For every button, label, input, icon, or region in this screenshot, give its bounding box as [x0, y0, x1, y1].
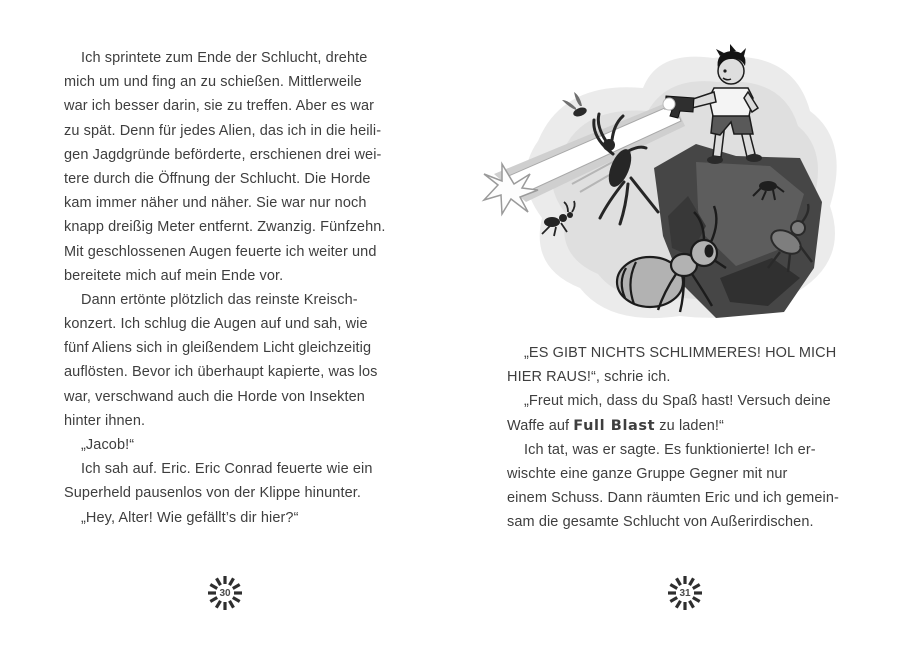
text-line: zu spät. Denn für jedes Alien, das ich in die heili- — [64, 122, 382, 139]
text-line: gen Jagdgründe beförderte, erschienen drei wei- — [64, 146, 382, 163]
text-line: hinter ihnen. — [64, 412, 146, 429]
text-line: wischte eine ganze Gruppe Gegner mit nur — [507, 465, 788, 482]
right-page-text — [507, 341, 859, 535]
text-line: Ich sprintete zum Ende der Schlucht, drehte — [81, 50, 368, 66]
text-segment: zu laden!“ — [655, 417, 724, 434]
text-line: kam immer näher und näher. Sie war nur noch — [64, 195, 367, 212]
text-line: einem Schuss. Dann räumten Eric und ich gemein- — [507, 490, 839, 507]
text-segment: Waffe auf — [507, 417, 574, 434]
text-line — [507, 414, 859, 438]
text-line: mich um und fing an zu schießen. Mittlerweile — [64, 74, 362, 91]
left-page-text — [64, 46, 404, 530]
text-line: Ich tat, was er sagte. Es funktionierte! Ich er- — [524, 441, 816, 458]
text-line: „Hey, Alter! Wie gefällt’s dir hier?“ — [81, 509, 299, 526]
text-line: bereitete mich auf mein Ende vor. — [64, 267, 284, 284]
text-line: Dann ertönte plötzlich das reinste Kreisch- — [81, 291, 358, 308]
page-number-badge-right — [663, 571, 707, 615]
text-line: „Jacob!“ — [81, 437, 135, 453]
text-line: „Freut mich, dass du Spaß hast! Versuch deine — [524, 393, 831, 410]
text-line: konzert. Ich schlug die Augen auf und sah, wie — [64, 316, 368, 333]
text-line: Ich sah auf. Eric. Eric Conrad feuerte wie ein — [81, 461, 373, 478]
text-line: war ich besser darin, sie zu treffen. Aber es war — [64, 98, 375, 115]
text-line: fünf Aliens sich in gleißendem Licht gleichzeitig — [64, 340, 372, 357]
text-line: „ES GIBT NICHTS SCHLIMMERES! HOL MICH — [524, 345, 837, 361]
text-line: knapp dreißig Meter entfernt. Zwanzig. Fünfzehn. — [64, 219, 386, 236]
text-line: war, verschwand auch die Horde von Insekten — [64, 388, 365, 405]
text-line: tere durch die Öffnung der Schlucht. Die Horde — [64, 170, 371, 187]
full-blast-emphasis: Full Blast — [573, 417, 656, 434]
illustration-boy-blaster — [468, 16, 858, 334]
text-line: Superheld pausenlos von der Klippe hinunter. — [64, 485, 362, 502]
illustration-svg — [468, 16, 858, 334]
page-number: 31 — [679, 587, 691, 599]
page-number-badge-left — [203, 571, 247, 615]
text-line: HIER RAUS!“, schrie ich. — [507, 369, 671, 386]
text-line: sam die gesamte Schlucht von Außerirdischen. — [507, 514, 814, 531]
page-number: 30 — [219, 587, 231, 599]
text-line: Mit geschlossenen Augen feuerte ich weiter und — [64, 243, 377, 260]
text-line: auflösten. Bevor ich überhaupt kapierte, was los — [64, 364, 378, 381]
